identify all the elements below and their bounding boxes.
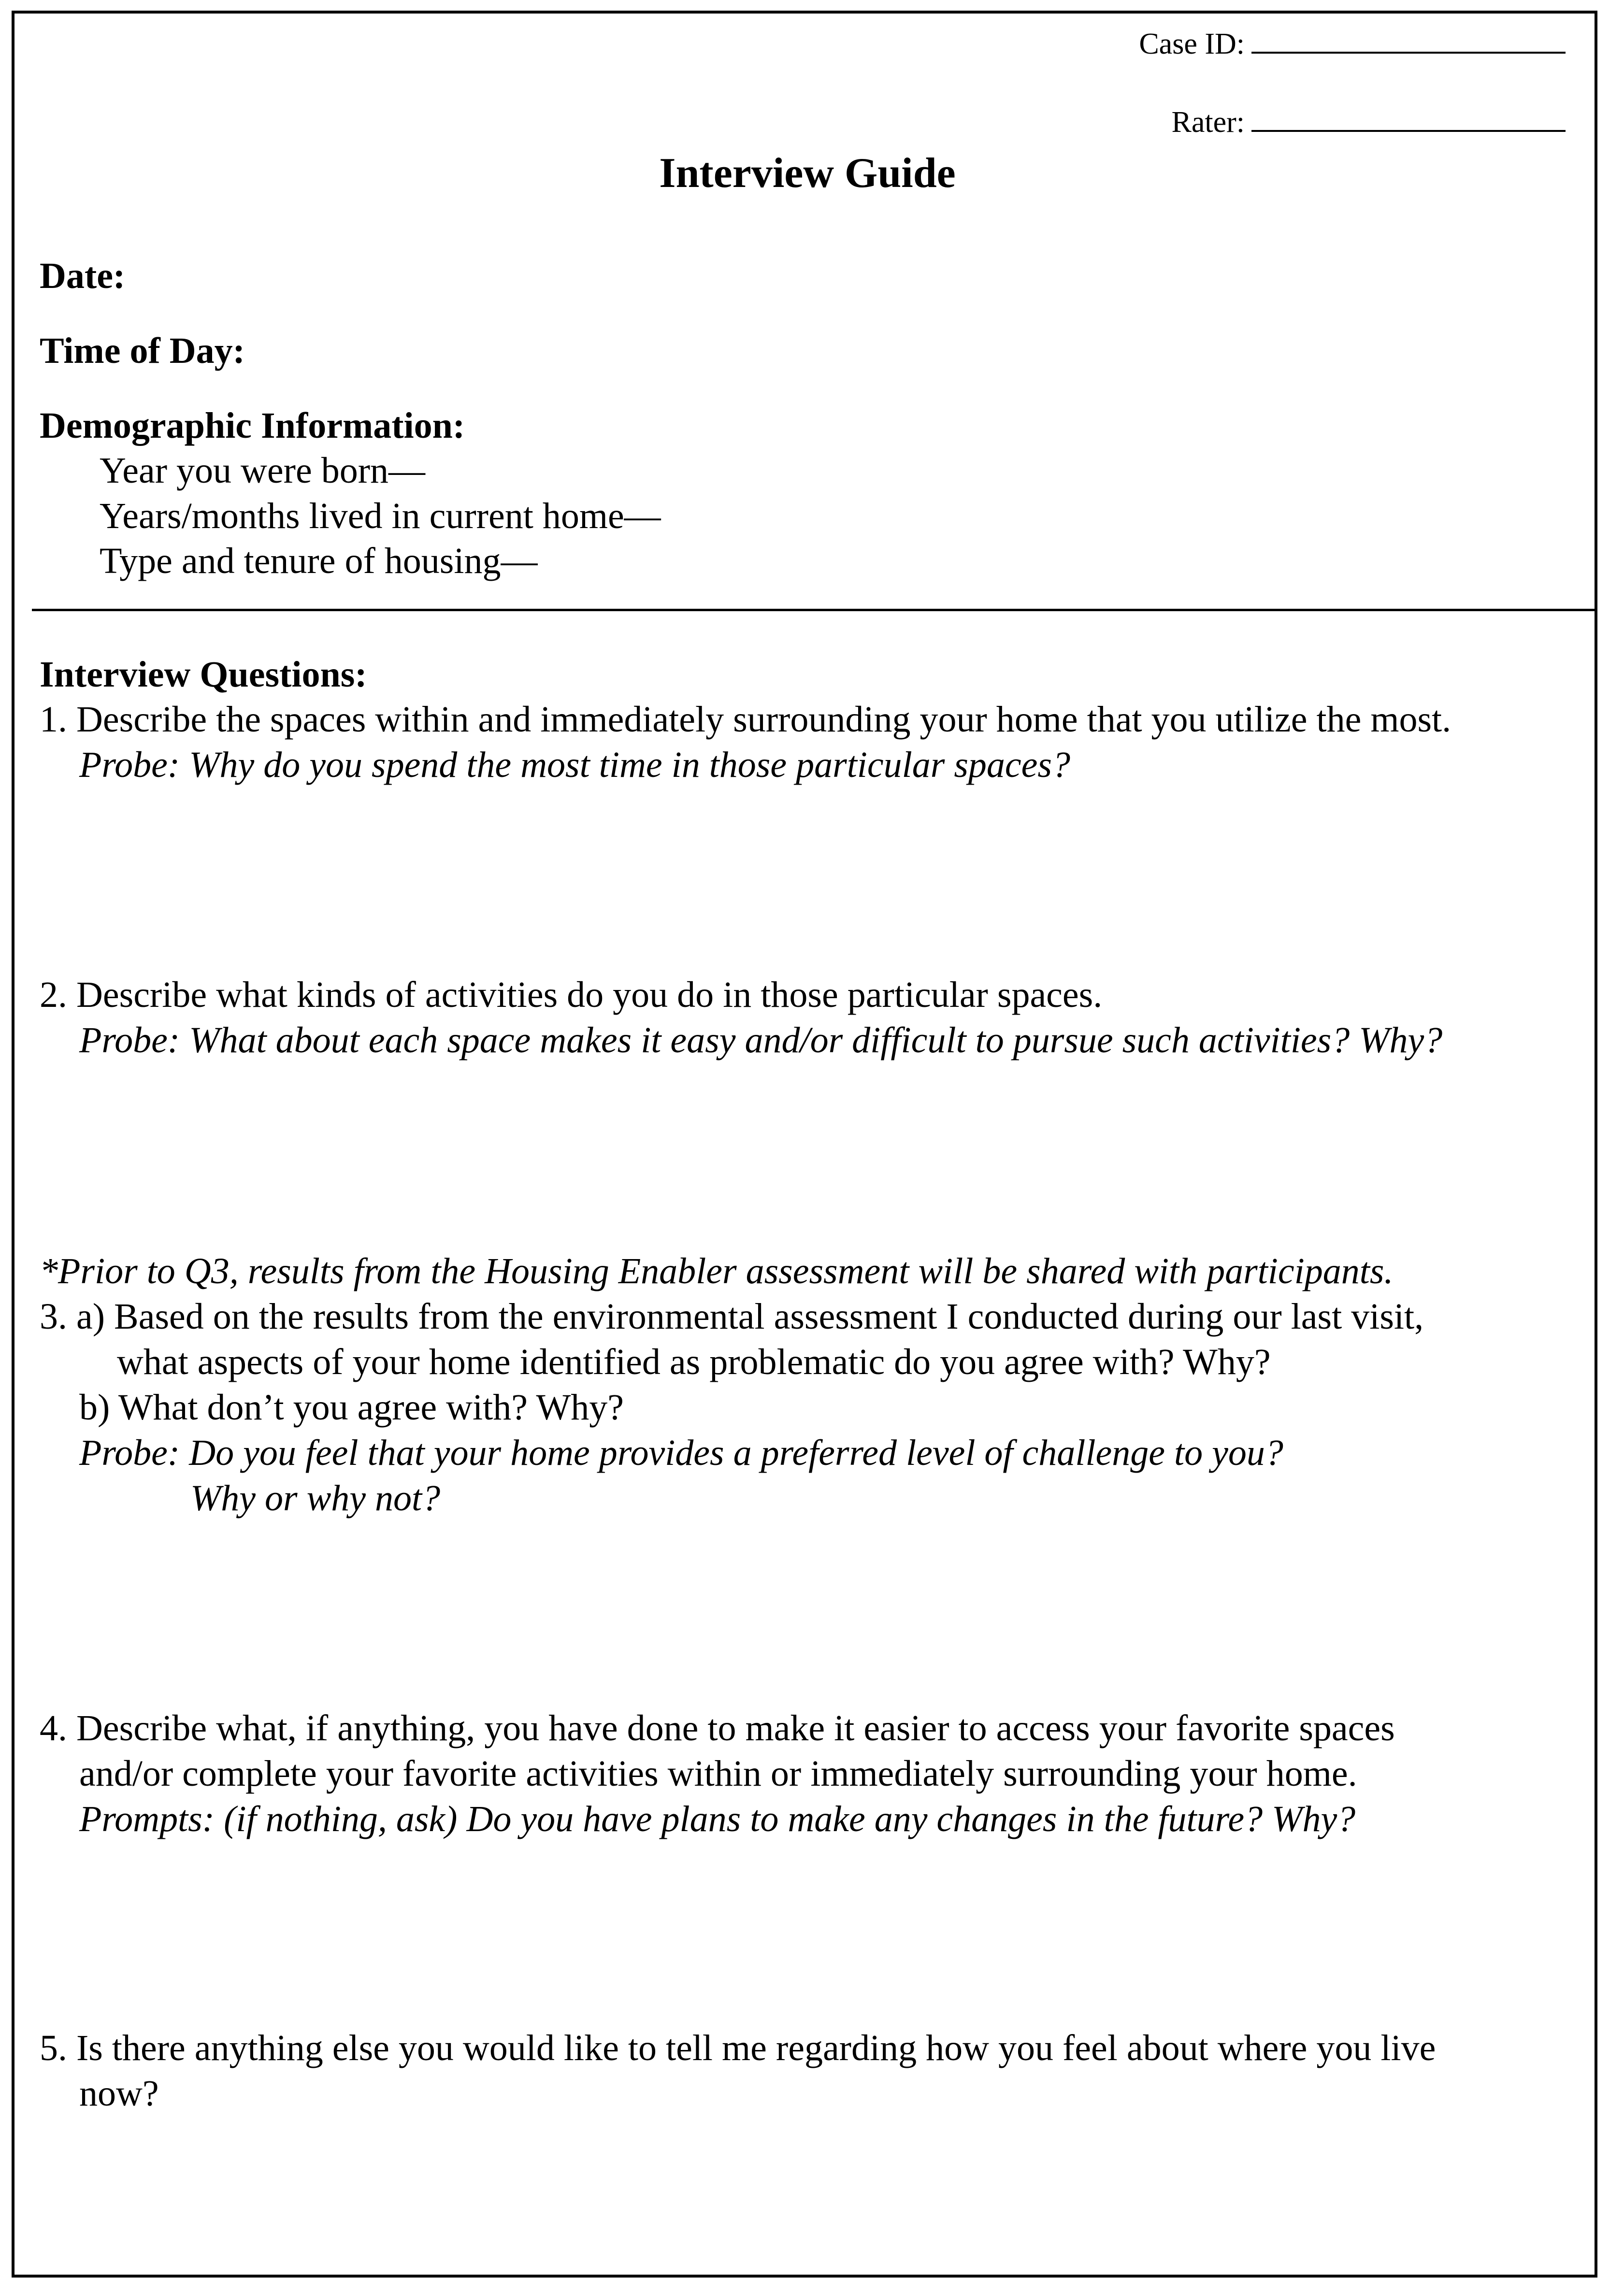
rater-field (1172, 105, 1566, 140)
question-1: 1. Describe the spaces within and immediately surrounding your home that you utilize the most. (40, 699, 1452, 740)
case-id-label: Case ID: (1139, 28, 1245, 60)
page-title: Interview Guide (659, 150, 956, 197)
rater-blank (1251, 125, 1566, 132)
question-3a-line-1: 3. a) Based on the results from the environmental assessment I conducted during our last visit, (40, 1296, 1424, 1337)
question-4-prompt: Prompts: (if nothing, ask) Do you have plans to make any changes in the future? Why? (79, 1799, 1356, 1839)
case-id-field (1139, 27, 1566, 61)
rater-label: Rater: (1171, 106, 1245, 139)
case-id-blank (1251, 47, 1566, 54)
question-4-line-1: 4. Describe what, if anything, you have done to make it easier to access your favorite spaces (40, 1708, 1395, 1748)
time-of-day-label: Time of Day: (40, 330, 245, 371)
question-1-probe: Probe: Why do you spend the most time in those particular spaces? (79, 745, 1070, 785)
date-label: Date: (40, 256, 126, 296)
question-5-line-1: 5. Is there anything else you would like to tell me regarding how you feel about where you live (40, 2028, 1436, 2068)
question-3-probe-line-1: Probe: Do you feel that your home provides a preferred level of challenge to you? (79, 1433, 1283, 1473)
demographic-label: Demographic Information: (40, 405, 465, 446)
question-2-probe: Probe: What about each space makes it easy and/or difficult to pursue such activities? Why? (79, 1020, 1443, 1061)
question-4-line-2: and/or complete your favorite activities within or immediately surrounding your home. (79, 1753, 1357, 1794)
question-3-probe-line-2: Why or why not? (190, 1478, 441, 1519)
question-3b: b) What don’t you agree with? Why? (79, 1387, 624, 1428)
interview-guide-page (12, 11, 1597, 2278)
demographic-item-birth-year: Year you were born— (100, 450, 426, 491)
interview-questions-heading: Interview Questions: (40, 654, 367, 695)
demographic-item-housing: Type and tenure of housing— (100, 541, 538, 581)
question-5-line-2: now? (79, 2073, 159, 2114)
demographic-item-years-lived: Years/months lived in current home— (100, 496, 661, 536)
housing-enabler-note: *Prior to Q3, results from the Housing Enabler assessment will be shared with participants. (40, 1251, 1394, 1291)
question-2: 2. Describe what kinds of activities do you do in those particular spaces. (40, 975, 1103, 1015)
section-divider (32, 609, 1597, 611)
question-3a-line-2: what aspects of your home identified as problematic do you agree with? Why? (117, 1342, 1271, 1382)
